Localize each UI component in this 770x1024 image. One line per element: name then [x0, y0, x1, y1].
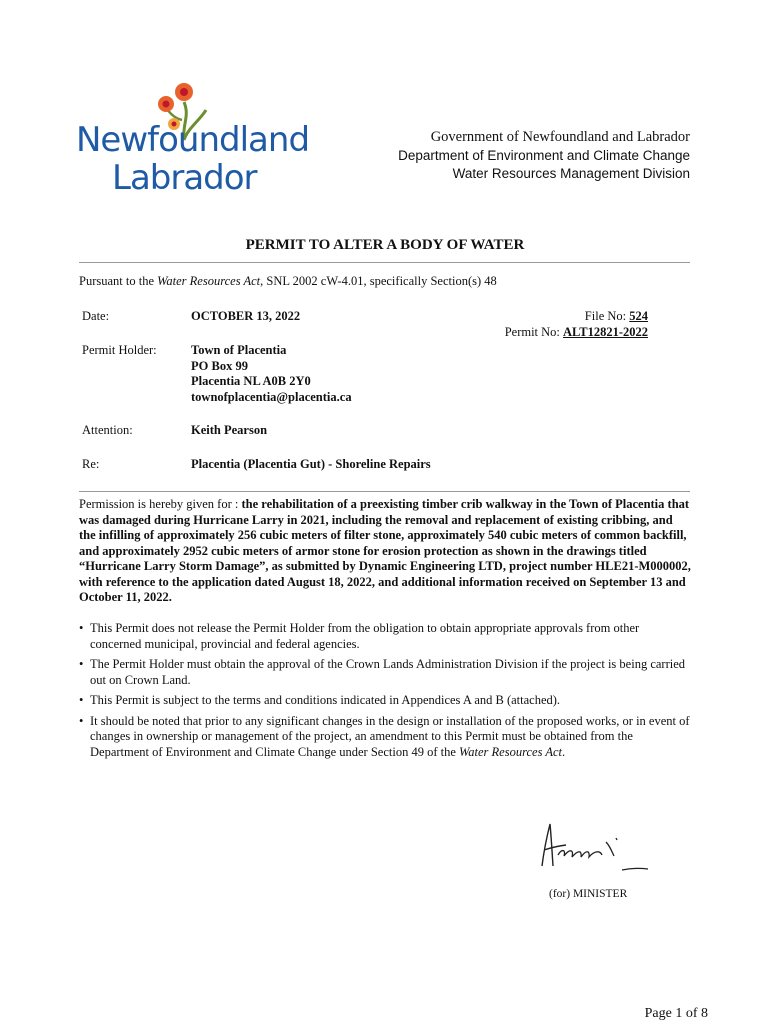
newfoundland-labrador-logo: [76, 80, 310, 198]
pursuant-statement: [79, 274, 497, 290]
bullet: •: [79, 713, 84, 728]
permit-number-label: Permit No:: [504, 324, 564, 339]
government-name: Government of Newfoundland and Labrador: [430, 129, 690, 145]
list-item: [79, 657, 691, 688]
page-number: Page 1 of 8: [644, 1006, 708, 1021]
condition-period: .: [562, 744, 566, 759]
conditions-list: [79, 621, 691, 765]
attention-label: Attention:: [82, 423, 133, 437]
file-number: [505, 309, 648, 325]
permit-number: [505, 325, 648, 341]
division-name: Water Resources Management Division: [452, 166, 690, 181]
fields-divider: [79, 491, 690, 492]
permission-prefix: Permission is hereby given for :: [79, 497, 242, 511]
bullet: •: [79, 657, 84, 671]
pursuant-suffix: , SNL 2002 cW-4.01, specifically Section(s) 48: [260, 274, 497, 288]
logo-wordmark-newfoundland: Newfoundland: [76, 120, 310, 160]
pursuant-prefix: Pursuant to the: [79, 274, 158, 288]
date-value: OCTOBER 13, 2022: [191, 309, 301, 323]
permit-holder-label: Permit Holder:: [82, 343, 157, 357]
holder-city-postal: Placentia NL A0B 2Y0: [191, 374, 311, 388]
condition-text: The Permit Holder must obtain the approval of the Crown Lands Administration Division if the project is being carried out on Crown Land.: [90, 657, 686, 687]
holder-name: Town of Placentia: [191, 343, 287, 357]
permission-paragraph: [79, 497, 691, 606]
condition-text: This Permit is subject to the terms and conditions indicated in Appendices A and B (attached).: [90, 693, 561, 707]
attention-value: Keith Pearson: [191, 423, 268, 437]
logo-wordmark-labrador: Labrador: [112, 158, 257, 198]
re-value: Placentia (Placentia Gut) - Shoreline Repairs: [191, 457, 431, 471]
file-number-value: 524: [629, 309, 648, 323]
permit-number-value: ALT12821-2022: [563, 324, 648, 339]
condition-text: It should be noted that prior to any significant changes in the design or installation of the proposed works, or in event of changes in ownership or management of the project, an amendment to this Permit must be obtained from the Department of Environment and Climate Change under Section 49 of the: [90, 713, 690, 759]
permit-title: PERMIT TO ALTER A BODY OF WATER: [245, 237, 525, 253]
condition-act-name: Water Resources Act: [459, 744, 563, 759]
date-label: Date:: [82, 309, 110, 323]
list-item: [79, 621, 691, 652]
bullet: •: [79, 693, 84, 707]
condition-text: This Permit does not release the Permit Holder from the obligation to obtain appropriate approvals from other concerned municipal, provincial and federal agencies.: [90, 621, 640, 651]
signer-title: (for) MINISTER: [549, 888, 628, 900]
re-label: Re:: [82, 457, 100, 471]
department-name: Department of Environment and Climate Change: [398, 148, 690, 163]
title-divider: [79, 262, 690, 263]
signature-image: [536, 820, 651, 875]
pursuant-act-name: Water Resources Act: [157, 274, 261, 288]
holder-email: townofplacentia@placentia.ca: [191, 389, 352, 404]
permission-text: the rehabilitation of a preexisting timber crib walkway in the Town of Placentia that was damaged during Hurricane Larry in 2021, including the removal and replacement of existing cribbing, and the infilling of approximately 256 cubic meters of filter stone, approximately 540 cubic meters of common backfill, and approximately 2952 cubic meters of armor stone for erosion protection as shown in the drawings titled “Hurricane Larry Storm Damage”, as submitted by Dynamic Engineering LTD, project number HLE21-M000002, with reference to the application dated August 18, 2022, and additional information received on September 13 and October 11, 2022.: [79, 497, 691, 604]
bullet: •: [79, 621, 84, 635]
permit-holder-address: [191, 343, 352, 405]
list-item: [79, 693, 691, 709]
list-item: [79, 714, 691, 761]
file-permit-numbers: [505, 309, 648, 340]
file-number-label: File No:: [584, 309, 630, 323]
holder-po-box: PO Box 99: [191, 358, 248, 373]
